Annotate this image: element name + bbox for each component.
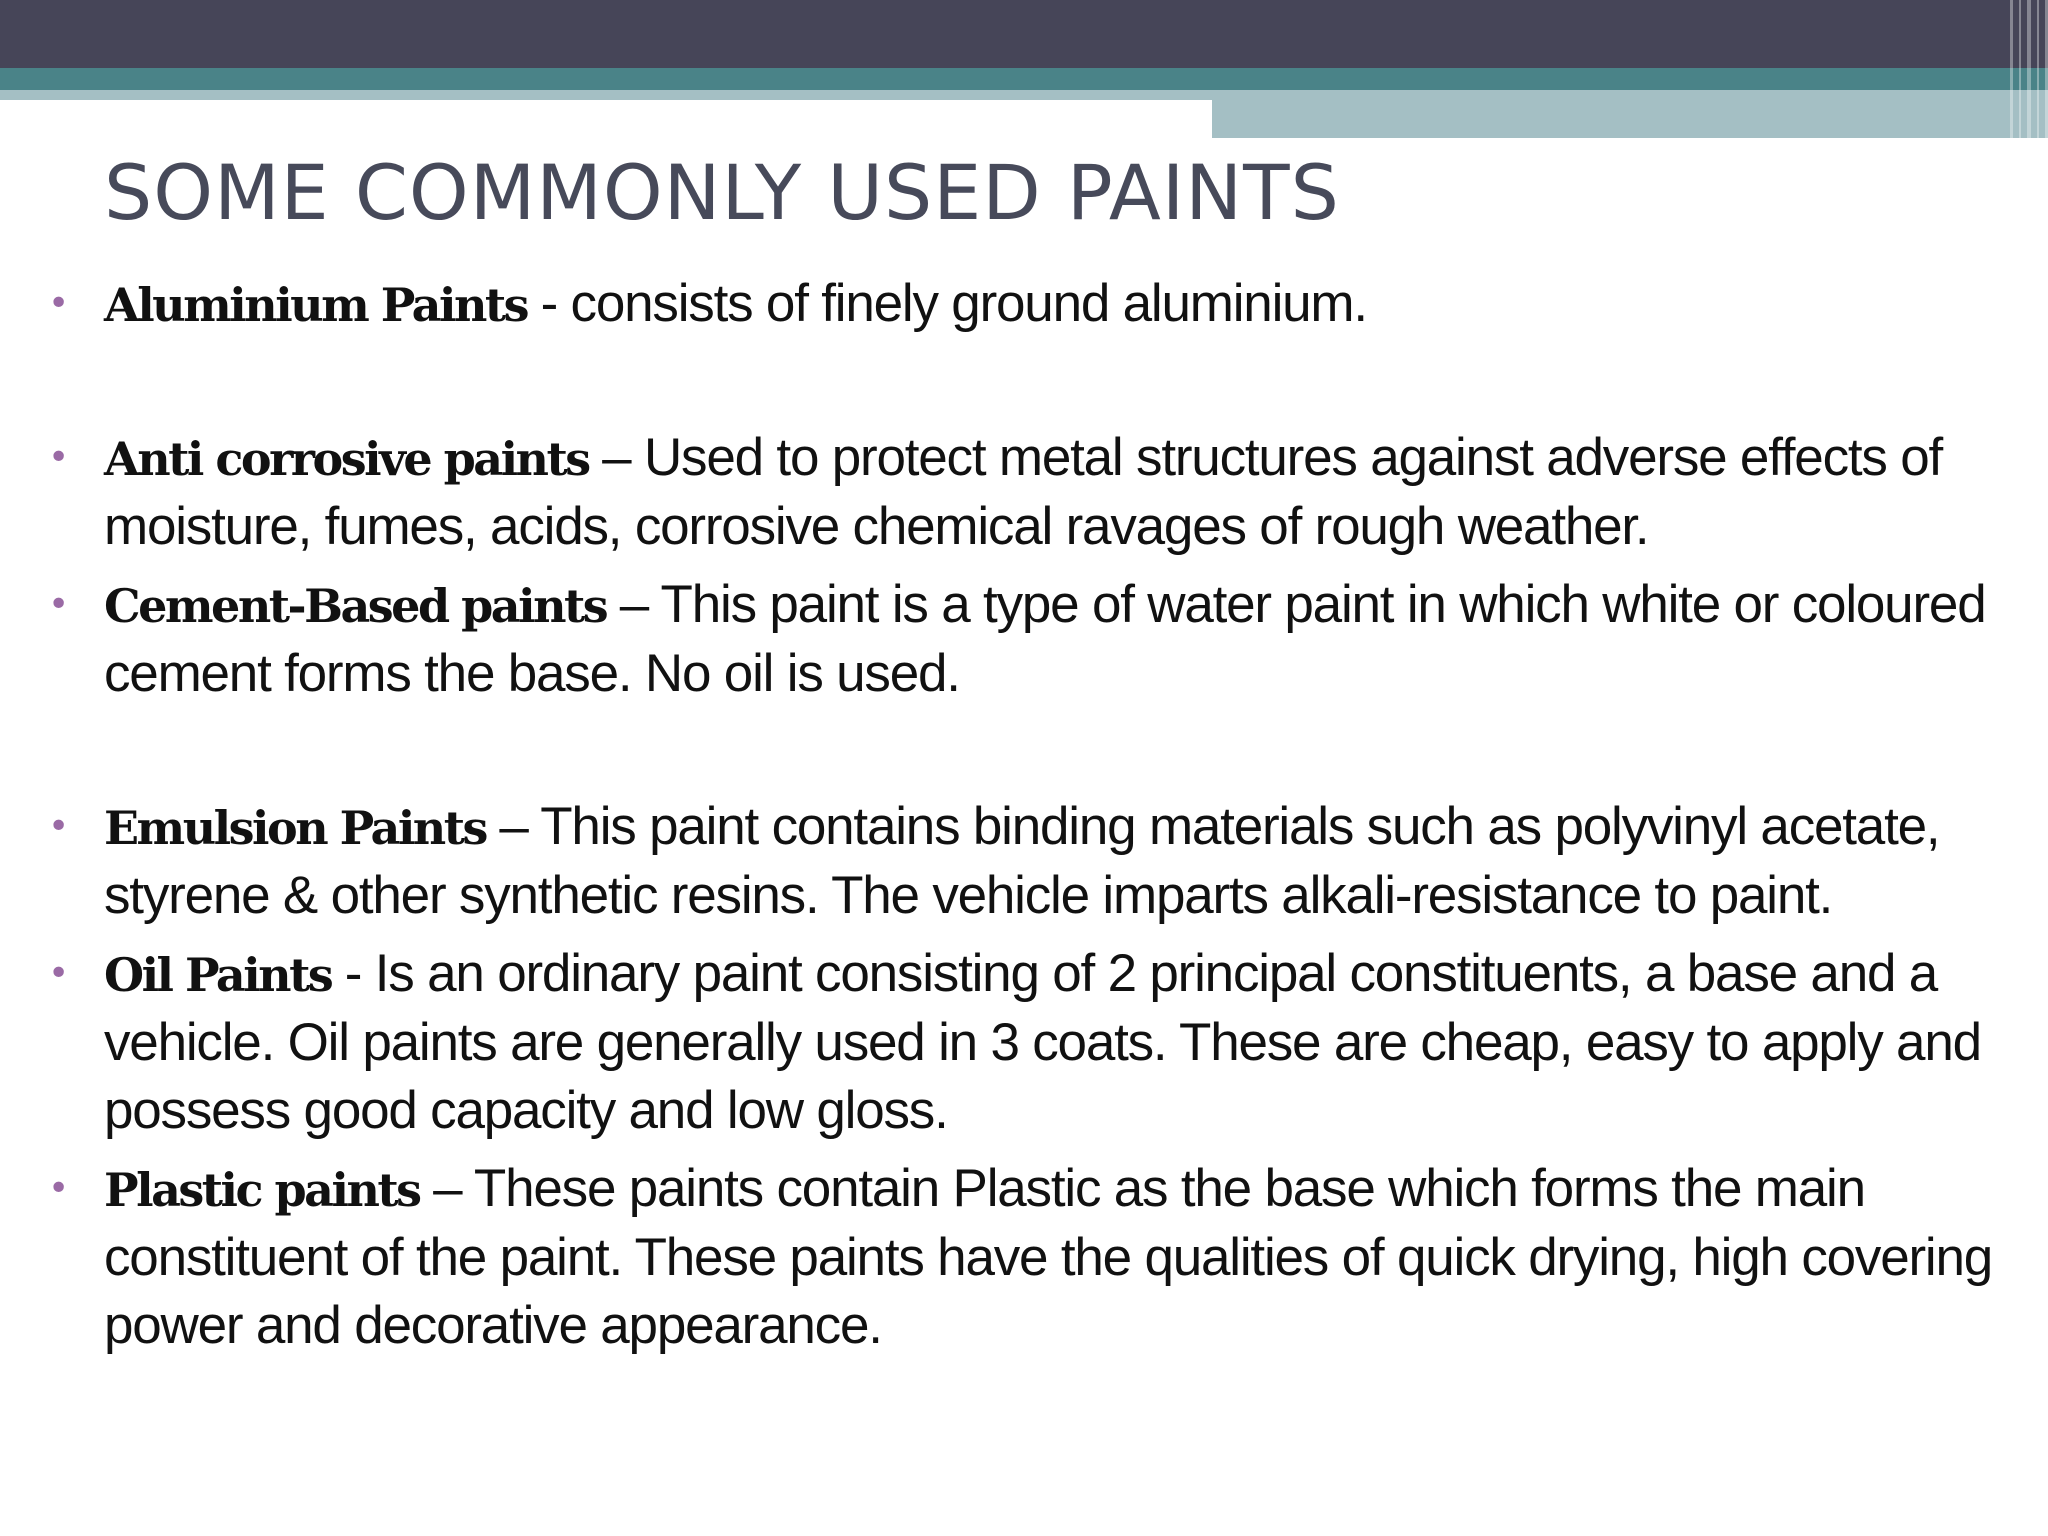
item-description: – This paint contains binding materials such as polyvinyl acetate, styrene & other synthetic resins. The vehicle imparts alkali-resistance to paint. bbox=[104, 797, 1940, 925]
bullet-icon: • bbox=[48, 806, 69, 847]
item-term: Emulsion Paints bbox=[104, 801, 486, 855]
item-term: Anti corrosive paints bbox=[104, 432, 589, 486]
header-band-dark bbox=[0, 0, 2048, 68]
item-term: Aluminium Paints bbox=[104, 278, 528, 332]
bullet-list bbox=[44, 270, 2014, 1360]
header-edge-lines bbox=[1984, 0, 2048, 138]
item-description: - Is an ordinary paint consisting of 2 principal constituents, a base and a vehicle. Oil paints are generally used in 3 coats. These are cheap, easy to apply and possess good capacity and low gloss. bbox=[104, 944, 1981, 1140]
header-band-teal bbox=[0, 68, 2048, 90]
item-description: – Used to protect metal structures against adverse effects of moisture, fumes, acids, corrosive chemical ravages of rough weather. bbox=[104, 428, 1943, 556]
list-item-plastic-paints bbox=[44, 1155, 2014, 1360]
item-description: - consists of finely ground aluminium. bbox=[527, 274, 1367, 333]
list-item-aluminium-paints bbox=[44, 270, 2014, 339]
list-item-oil-paints bbox=[44, 940, 2014, 1145]
bullet-icon: • bbox=[48, 1168, 69, 1209]
item-term: Oil Paints bbox=[104, 948, 332, 1002]
list-item-anti-corrosive-paints bbox=[44, 424, 2014, 561]
list-item-cement-based-paints bbox=[44, 571, 2014, 708]
header-band-light-left bbox=[0, 90, 1212, 100]
bullet-icon: • bbox=[48, 584, 69, 625]
item-description: – This paint is a type of water paint in which white or coloured cement forms the base. No oil is used. bbox=[104, 575, 1986, 703]
header-band-light-right bbox=[1212, 90, 2048, 138]
item-term: Plastic paints bbox=[104, 1163, 420, 1217]
item-description: – These paints contain Plastic as the base which forms the main constituent of the paint. These paints have the qualities of quick drying, high covering power and decorative appearance. bbox=[104, 1159, 1993, 1355]
bullet-icon: • bbox=[48, 283, 69, 324]
slide-title: SOME COMMONLY USED PAINTS bbox=[104, 148, 1340, 237]
bullet-icon: • bbox=[48, 953, 69, 994]
bullet-icon: • bbox=[48, 437, 69, 478]
item-term: Cement-Based paints bbox=[104, 579, 607, 633]
list-item-emulsion-paints bbox=[44, 793, 2014, 930]
